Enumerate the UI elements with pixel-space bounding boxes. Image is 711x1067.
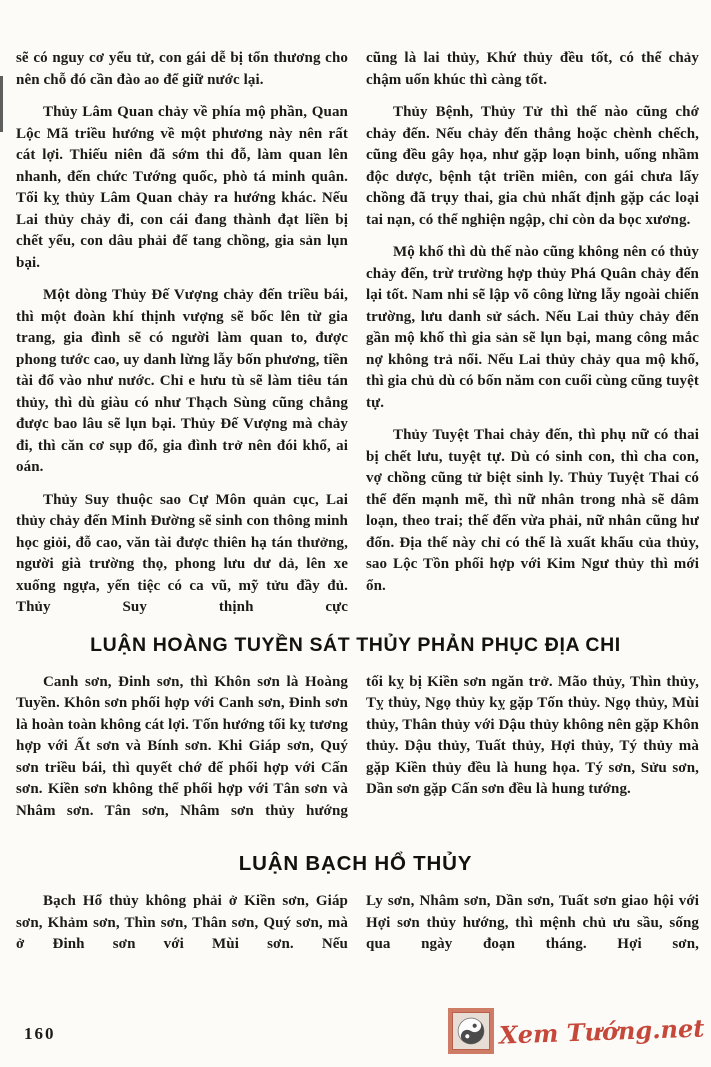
left-column [16, 672, 348, 823]
section-bach-ho [0, 876, 711, 956]
left-column [16, 48, 348, 619]
paragraph: Canh sơn, Đinh sơn, thì Khôn sơn là Hoàng Tuyền. Khôn sơn phối hợp với Canh sơn, Đinh sơn là hoàn toàn không cát lợi. Tốn hướng tối kỵ tương hợp với Ất sơn và Bính sơn. Khi Giáp sơn, Quý sơn triều bái, thì quyết chớ để phối hợp với Cấn sơn. Kiền sơn không thể phối hợp với Tân sơn và Nhâm sơn. Tân sơn, Nhâm sơn thủy hướng [16, 673, 348, 819]
paragraph: tối kỵ bị Kiền sơn ngăn trở. Mão thủy, Thìn thủy, Tỵ thủy, Ngọ thủy kỵ gặp Tốn thủy. Ngọ thủy, Mùi thủy, Thân thủy với Dậu thủy không nên gặp Khôn thủy. Dậu thủy, Tuất thủy, Hợi thủy, Tý thủy mà gặp Kiền thủy đều là hung họa. Tý sơn, Sửu sơn, Dần sơn gặp Cấn sơn đều là hung tướng. [366, 673, 699, 797]
left-column [16, 891, 348, 956]
right-column [366, 891, 699, 956]
paragraph: Thủy Suy thuộc sao Cự Môn quản cục, Lai thủy chảy đến Minh Đường sẽ sinh con thông minh học giỏi, đỗ cao, văn tài được thiên hạ tán thưởng, người già trường thọ, phong lưu dư dả, lên xe xuống ngựa, yến tiệc có ca vũ, mỹ tửu đầy đủ. Thủy Suy thịnh cực [16, 491, 348, 615]
paragraph: Thủy Tuyệt Thai chảy đến, thì phụ nữ có thai bị chết lưu, tuyệt tự. Dù có sinh con, thì cha con, vợ chồng cũng tử biệt sinh ly. Thủy Tuyệt Thai có thể đến mạnh mẽ, thì nữ nhân trong nhà sẽ dâm loạn, theo trai; thế đến vừa phải, nữ nhân cũng hư đốn. Địa thế này chỉ có thể là xuất khẩu của thủy, sao Lộc Tồn phối hợp với Kim Ngư thủy thì mới ổn. [366, 427, 699, 594]
paragraph: Mộ khố thì dù thế nào cũng không nên có thủy chảy đến, trừ trường hợp thủy Phá Quân chảy đến lại tốt. Nam nhi sẽ lập võ công lừng lẫy ngoài chiến trường, lưu danh sử sách. Nếu Lai thủy chảy đến gần mộ khố thì gia sản sẽ lụn bại, mang công mắc nợ không trả nổi. Nếu Lai thủy chảy qua mộ khố, thì gia chủ dù có bốn năm con cuối cùng cũng tuyệt tự. [366, 244, 699, 411]
yin-yang-icon [448, 1008, 494, 1054]
paragraph: cũng là lai thủy, Khứ thủy đều tốt, có thể chảy chậm uốn khúc thì càng tốt. [366, 50, 699, 88]
watermark [448, 1008, 708, 1054]
section-heading-hoang-tuyen: LUẬN HOÀNG TUYỀN SÁT THỦY PHẢN PHỤC ĐỊA CHI [90, 633, 621, 656]
section-heading-bach-ho: LUẬN BẠCH HỔ THỦY [238, 852, 473, 875]
scan-edge-artifact [0, 76, 3, 132]
paragraph: Một dòng Thủy Đế Vượng chảy đến triều bái, thì một đoàn khí thịnh vượng sẽ bốc lên từ gia trang, gia đình sẽ có người làm quan to, được phong tước cao, uy danh lừng lẫy bốn phương, tiền tài đổ vào như nước. Chỉ e hưu tù sẽ làm tiêu tán thủy, thì dù giàu có như Thạch Sùng cũng chẳng được bao lâu sẽ lụn bại. Thủy Đế Vượng mà chảy đi, thì căn cơ sụp đổ, gia đình trở nên đói khổ, ai oán. [16, 287, 348, 475]
paragraph: Thủy Lâm Quan chảy về phía mộ phần, Quan Lộc Mã triều hướng về một phương này nên rất cát lợi. Thiếu niên đã sớm thi đỗ, làm quan lên nhanh, đến chức Tướng quốc, phò tá minh quân. Tối kỵ thủy Lâm Quan chảy ra hướng khác. Nếu Lai thủy chảy đi, con cái đang thành đạt liền bị chết yểu, con dâu phải để tang chồng, gia sản lụn bại. [16, 104, 348, 271]
page-number: 160 [24, 1024, 56, 1043]
paragraph: Bạch Hổ thủy không phải ở Kiền sơn, Giáp sơn, Khảm sơn, Thìn sơn, Thân sơn, Quý sơn, mà ở Đinh sơn với Mùi sơn. Nếu [16, 893, 348, 952]
paragraph: Thủy Bệnh, Thủy Tử thì thế nào cũng chớ chảy đến. Nếu chảy đến thẳng hoặc chènh chếch, cũng đều gây họa, như gặp loạn binh, uống nhầm độc dược, bệnh tật triền miên, con gái chưa lấy chồng đã trụy thai, gia chủ nhất định gặp các loại tai nạn, có thể nghiện ngập, chỉ còn da bọc xương. [366, 104, 699, 228]
right-column [366, 672, 699, 823]
right-column [366, 48, 699, 619]
paragraph: Ly sơn, Nhâm sơn, Dần sơn, Tuất sơn giao hội với Hợi sơn thủy hướng, thì mệnh chủ ưu sầu, sống qua ngày đoạn tháng. Hợi sơn, [366, 893, 699, 952]
section-hoang-tuyen [0, 657, 711, 823]
paragraph: sẽ có nguy cơ yểu tử, con gái dễ bị tổn thương cho nên chỗ đó cần đào ao để giữ nước lại. [16, 50, 348, 88]
watermark-text: Xem Tướng.net [498, 1012, 705, 1050]
